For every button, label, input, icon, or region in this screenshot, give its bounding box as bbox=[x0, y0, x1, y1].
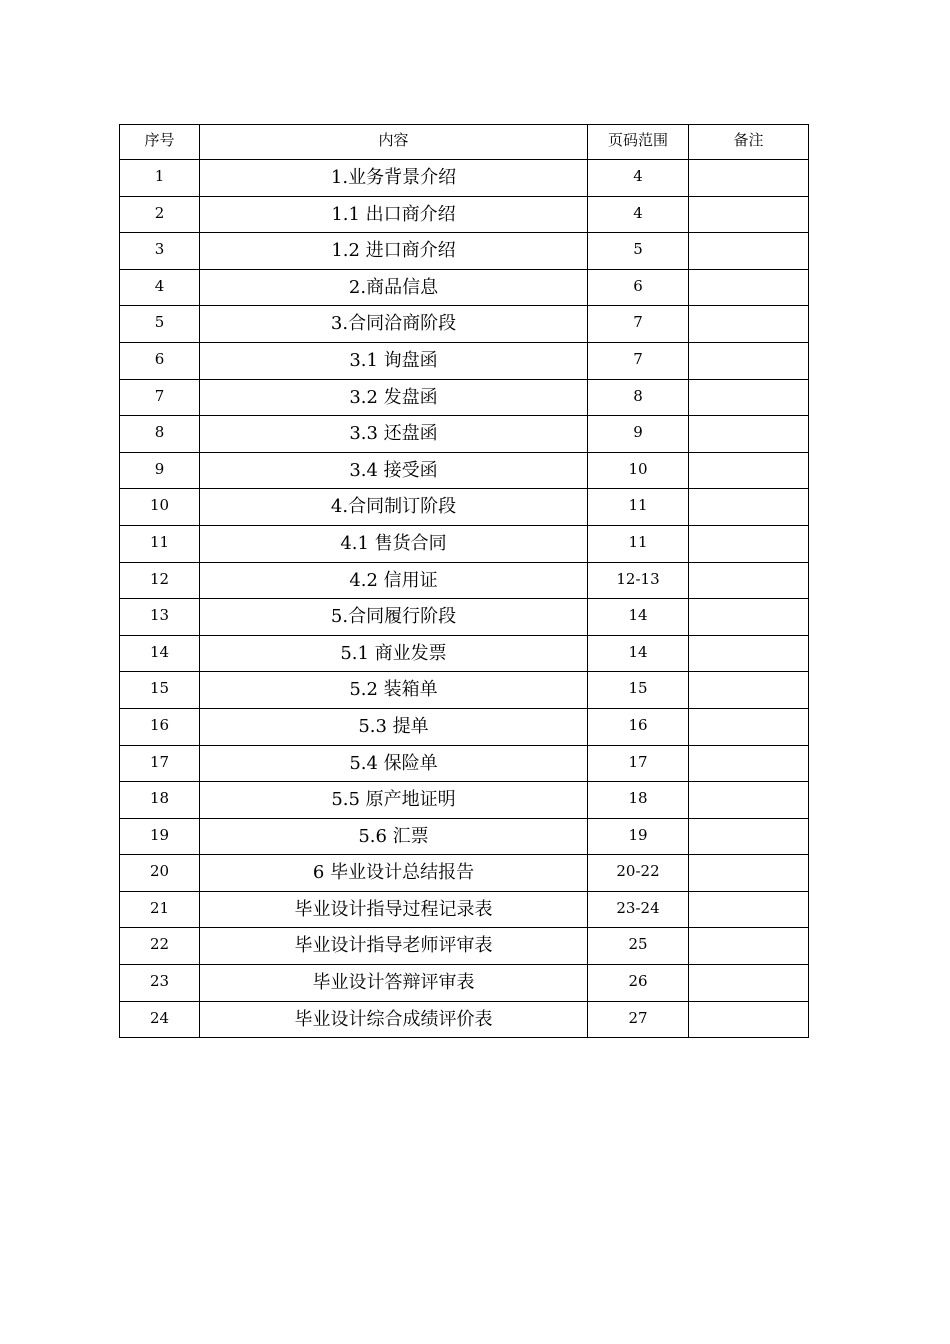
row-notes-cell bbox=[689, 891, 809, 928]
row-pages-cell: 23-24 bbox=[588, 891, 689, 928]
row-pages-cell: 9 bbox=[588, 416, 689, 453]
row-pages-cell: 6 bbox=[588, 269, 689, 306]
row-content-cell: 3.2 发盘函 bbox=[200, 379, 588, 416]
table-row bbox=[120, 818, 809, 855]
row-seq-cell: 7 bbox=[120, 379, 200, 416]
row-seq-cell: 15 bbox=[120, 672, 200, 709]
table-body bbox=[120, 160, 809, 1038]
row-pages-cell: 20-22 bbox=[588, 855, 689, 892]
row-notes-cell bbox=[689, 635, 809, 672]
row-notes-cell bbox=[689, 525, 809, 562]
row-seq-cell: 11 bbox=[120, 525, 200, 562]
row-pages-cell: 11 bbox=[588, 525, 689, 562]
row-pages-cell: 4 bbox=[588, 196, 689, 233]
table-row bbox=[120, 891, 809, 928]
table-row bbox=[120, 196, 809, 233]
row-seq-cell: 21 bbox=[120, 891, 200, 928]
row-seq-cell: 17 bbox=[120, 745, 200, 782]
table-row bbox=[120, 489, 809, 526]
table-header-row bbox=[120, 125, 809, 160]
table-row bbox=[120, 928, 809, 965]
row-content-cell: 4.2 信用证 bbox=[200, 562, 588, 599]
row-notes-cell bbox=[689, 855, 809, 892]
row-pages-cell: 15 bbox=[588, 672, 689, 709]
row-notes-cell bbox=[689, 1001, 809, 1038]
header-pages: 页码范围 bbox=[588, 125, 689, 160]
row-pages-cell: 7 bbox=[588, 306, 689, 343]
row-content-cell: 1.1 出口商介绍 bbox=[200, 196, 588, 233]
row-seq-cell: 22 bbox=[120, 928, 200, 965]
row-seq-cell: 20 bbox=[120, 855, 200, 892]
table-row bbox=[120, 269, 809, 306]
table-row bbox=[120, 562, 809, 599]
table-row bbox=[120, 452, 809, 489]
row-pages-cell: 16 bbox=[588, 708, 689, 745]
row-seq-cell: 9 bbox=[120, 452, 200, 489]
row-content-cell: 6 毕业设计总结报告 bbox=[200, 855, 588, 892]
row-content-cell: 1.2 进口商介绍 bbox=[200, 233, 588, 270]
row-seq-cell: 10 bbox=[120, 489, 200, 526]
table-row bbox=[120, 416, 809, 453]
row-seq-cell: 23 bbox=[120, 965, 200, 1002]
row-content-cell: 5.3 提单 bbox=[200, 708, 588, 745]
row-notes-cell bbox=[689, 233, 809, 270]
row-seq-cell: 4 bbox=[120, 269, 200, 306]
row-content-cell: 5.6 汇票 bbox=[200, 818, 588, 855]
row-content-cell: 1.业务背景介绍 bbox=[200, 160, 588, 197]
table-row bbox=[120, 635, 809, 672]
row-seq-cell: 3 bbox=[120, 233, 200, 270]
table-row bbox=[120, 306, 809, 343]
table-row bbox=[120, 745, 809, 782]
header-content: 内容 bbox=[200, 125, 588, 160]
row-notes-cell bbox=[689, 965, 809, 1002]
row-notes-cell bbox=[689, 452, 809, 489]
row-pages-cell: 26 bbox=[588, 965, 689, 1002]
row-pages-cell: 10 bbox=[588, 452, 689, 489]
row-seq-cell: 13 bbox=[120, 599, 200, 636]
row-seq-cell: 1 bbox=[120, 160, 200, 197]
table-row bbox=[120, 1001, 809, 1038]
row-pages-cell: 19 bbox=[588, 818, 689, 855]
row-notes-cell bbox=[689, 928, 809, 965]
row-content-cell: 毕业设计综合成绩评价表 bbox=[200, 1001, 588, 1038]
row-seq-cell: 5 bbox=[120, 306, 200, 343]
row-notes-cell bbox=[689, 599, 809, 636]
table-row bbox=[120, 233, 809, 270]
row-pages-cell: 11 bbox=[588, 489, 689, 526]
table-row bbox=[120, 525, 809, 562]
table-row bbox=[120, 379, 809, 416]
row-pages-cell: 18 bbox=[588, 782, 689, 819]
row-notes-cell bbox=[689, 379, 809, 416]
row-notes-cell bbox=[689, 818, 809, 855]
row-pages-cell: 27 bbox=[588, 1001, 689, 1038]
table-row bbox=[120, 708, 809, 745]
row-notes-cell bbox=[689, 672, 809, 709]
row-content-cell: 5.2 装箱单 bbox=[200, 672, 588, 709]
row-content-cell: 4.合同制订阶段 bbox=[200, 489, 588, 526]
header-notes: 备注 bbox=[689, 125, 809, 160]
table-row bbox=[120, 160, 809, 197]
row-seq-cell: 8 bbox=[120, 416, 200, 453]
row-seq-cell: 19 bbox=[120, 818, 200, 855]
row-content-cell: 毕业设计指导老师评审表 bbox=[200, 928, 588, 965]
row-notes-cell bbox=[689, 782, 809, 819]
row-content-cell: 3.合同洽商阶段 bbox=[200, 306, 588, 343]
row-content-cell: 毕业设计指导过程记录表 bbox=[200, 891, 588, 928]
row-pages-cell: 25 bbox=[588, 928, 689, 965]
row-content-cell: 5.合同履行阶段 bbox=[200, 599, 588, 636]
row-seq-cell: 24 bbox=[120, 1001, 200, 1038]
row-content-cell: 5.4 保险单 bbox=[200, 745, 588, 782]
row-content-cell: 3.1 询盘函 bbox=[200, 342, 588, 379]
row-notes-cell bbox=[689, 562, 809, 599]
row-pages-cell: 14 bbox=[588, 635, 689, 672]
row-notes-cell bbox=[689, 160, 809, 197]
row-seq-cell: 16 bbox=[120, 708, 200, 745]
row-pages-cell: 8 bbox=[588, 379, 689, 416]
row-pages-cell: 17 bbox=[588, 745, 689, 782]
row-pages-cell: 14 bbox=[588, 599, 689, 636]
row-notes-cell bbox=[689, 745, 809, 782]
row-content-cell: 5.1 商业发票 bbox=[200, 635, 588, 672]
table-row bbox=[120, 855, 809, 892]
row-notes-cell bbox=[689, 196, 809, 233]
header-seq: 序号 bbox=[120, 125, 200, 160]
row-notes-cell bbox=[689, 269, 809, 306]
row-content-cell: 3.3 还盘函 bbox=[200, 416, 588, 453]
row-content-cell: 2.商品信息 bbox=[200, 269, 588, 306]
row-notes-cell bbox=[689, 489, 809, 526]
row-content-cell: 4.1 售货合同 bbox=[200, 525, 588, 562]
row-notes-cell bbox=[689, 342, 809, 379]
row-pages-cell: 7 bbox=[588, 342, 689, 379]
row-pages-cell: 5 bbox=[588, 233, 689, 270]
row-seq-cell: 2 bbox=[120, 196, 200, 233]
table-row bbox=[120, 599, 809, 636]
row-content-cell: 毕业设计答辩评审表 bbox=[200, 965, 588, 1002]
row-seq-cell: 18 bbox=[120, 782, 200, 819]
table-row bbox=[120, 672, 809, 709]
row-pages-cell: 12-13 bbox=[588, 562, 689, 599]
contents-table bbox=[119, 124, 809, 1038]
row-content-cell: 3.4 接受函 bbox=[200, 452, 588, 489]
row-seq-cell: 6 bbox=[120, 342, 200, 379]
table-row bbox=[120, 782, 809, 819]
row-notes-cell bbox=[689, 306, 809, 343]
row-seq-cell: 12 bbox=[120, 562, 200, 599]
table-row bbox=[120, 965, 809, 1002]
row-notes-cell bbox=[689, 708, 809, 745]
row-pages-cell: 4 bbox=[588, 160, 689, 197]
table-row bbox=[120, 342, 809, 379]
row-notes-cell bbox=[689, 416, 809, 453]
row-content-cell: 5.5 原产地证明 bbox=[200, 782, 588, 819]
row-seq-cell: 14 bbox=[120, 635, 200, 672]
